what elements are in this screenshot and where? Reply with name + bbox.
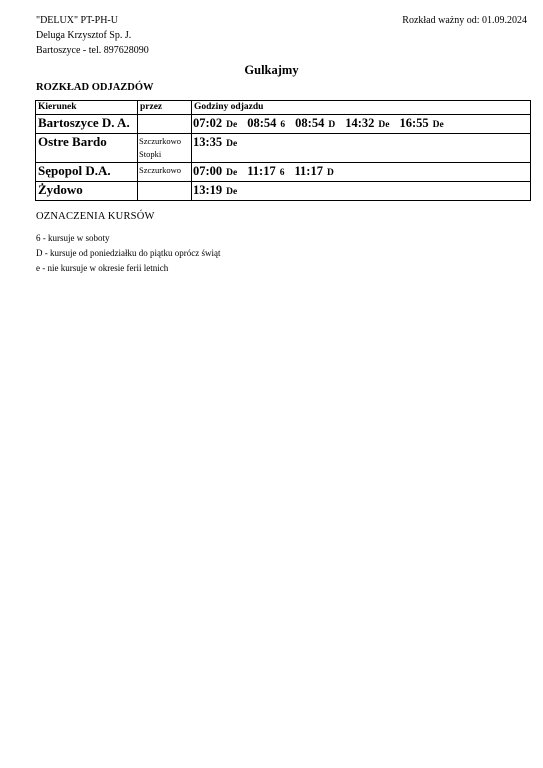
departure [193,163,237,181]
validity-date: Rozkład ważny od: 01.09.2024 [402,15,527,26]
timetable-header-row [36,101,531,115]
section-title: ROZKŁAD ODJAZDÓW [36,82,154,93]
departure [193,182,237,200]
direction-cell: Żydowo [36,182,138,201]
timetable [35,100,531,201]
departure-mark: De [226,187,238,197]
departures-cell [192,134,531,163]
via-cell [138,134,192,163]
via-stop: Szczurkowo [139,165,182,175]
departure-time: 07:00 [193,164,223,178]
departure-time: 08:54 [295,116,325,130]
departure-time: 13:35 [193,135,223,149]
departures-cell [192,182,531,201]
departure [294,163,333,181]
departure [193,134,237,152]
departure-time: 11:17 [294,164,323,178]
via-stop: Szczurkowo [139,136,182,146]
departure [295,115,335,133]
departure-mark: De [226,168,238,178]
departure-time: 11:17 [247,164,276,178]
table-row [36,182,531,201]
header-via: przez [138,101,192,115]
departure [345,115,389,133]
direction-cell: Sępopol D.A. [36,163,138,182]
departure-mark: De [432,120,444,130]
table-row [36,163,531,182]
table-row [36,134,531,163]
departure-mark: D [328,120,336,130]
via-stop: Stopki [139,149,162,159]
via-cell [138,163,192,182]
departure-mark: 6 [279,168,285,178]
legend [36,231,220,276]
departure [193,115,237,133]
operator-name: "DELUX" PT-PH-U [36,15,118,26]
departure-time: 13:19 [193,183,223,197]
direction-cell: Bartoszyce D. A. [36,115,138,134]
departure-time: 08:54 [247,116,277,130]
header-times: Godziny odjazdu [192,101,531,115]
departure [399,115,443,133]
legend-item: D - kursuje od poniedziałku do piątku oprócz świąt [36,248,221,258]
departure-time: 07:02 [193,116,223,130]
via-cell [138,182,192,201]
operator-info [36,13,149,58]
departure-mark: 6 [280,120,286,130]
departure-mark: D [326,168,334,178]
table-row [36,115,531,134]
direction-cell: Ostre Bardo [36,134,138,163]
operator-company: Deluga Krzysztof Sp. J. [36,30,132,41]
departure-mark: De [378,120,390,130]
legend-title: OZNACZENIA KURSÓW [36,211,155,222]
departure-mark: De [226,139,238,149]
operator-contact: Bartoszyce - tel. 897628090 [36,45,149,56]
departure-time: 16:55 [399,116,429,130]
via-cell [138,115,192,134]
departure-time: 14:32 [345,116,375,130]
departure [247,115,285,133]
header-direction: Kierunek [36,101,138,115]
legend-item: e - nie kursuje w okresie ferii letnich [36,263,169,273]
departure-mark: De [226,120,238,130]
legend-item: 6 - kursuje w soboty [36,233,110,243]
departures-cell [192,115,531,134]
departures-cell [192,163,531,182]
stop-name: Gulkajmy [244,63,299,77]
departure [247,163,284,181]
